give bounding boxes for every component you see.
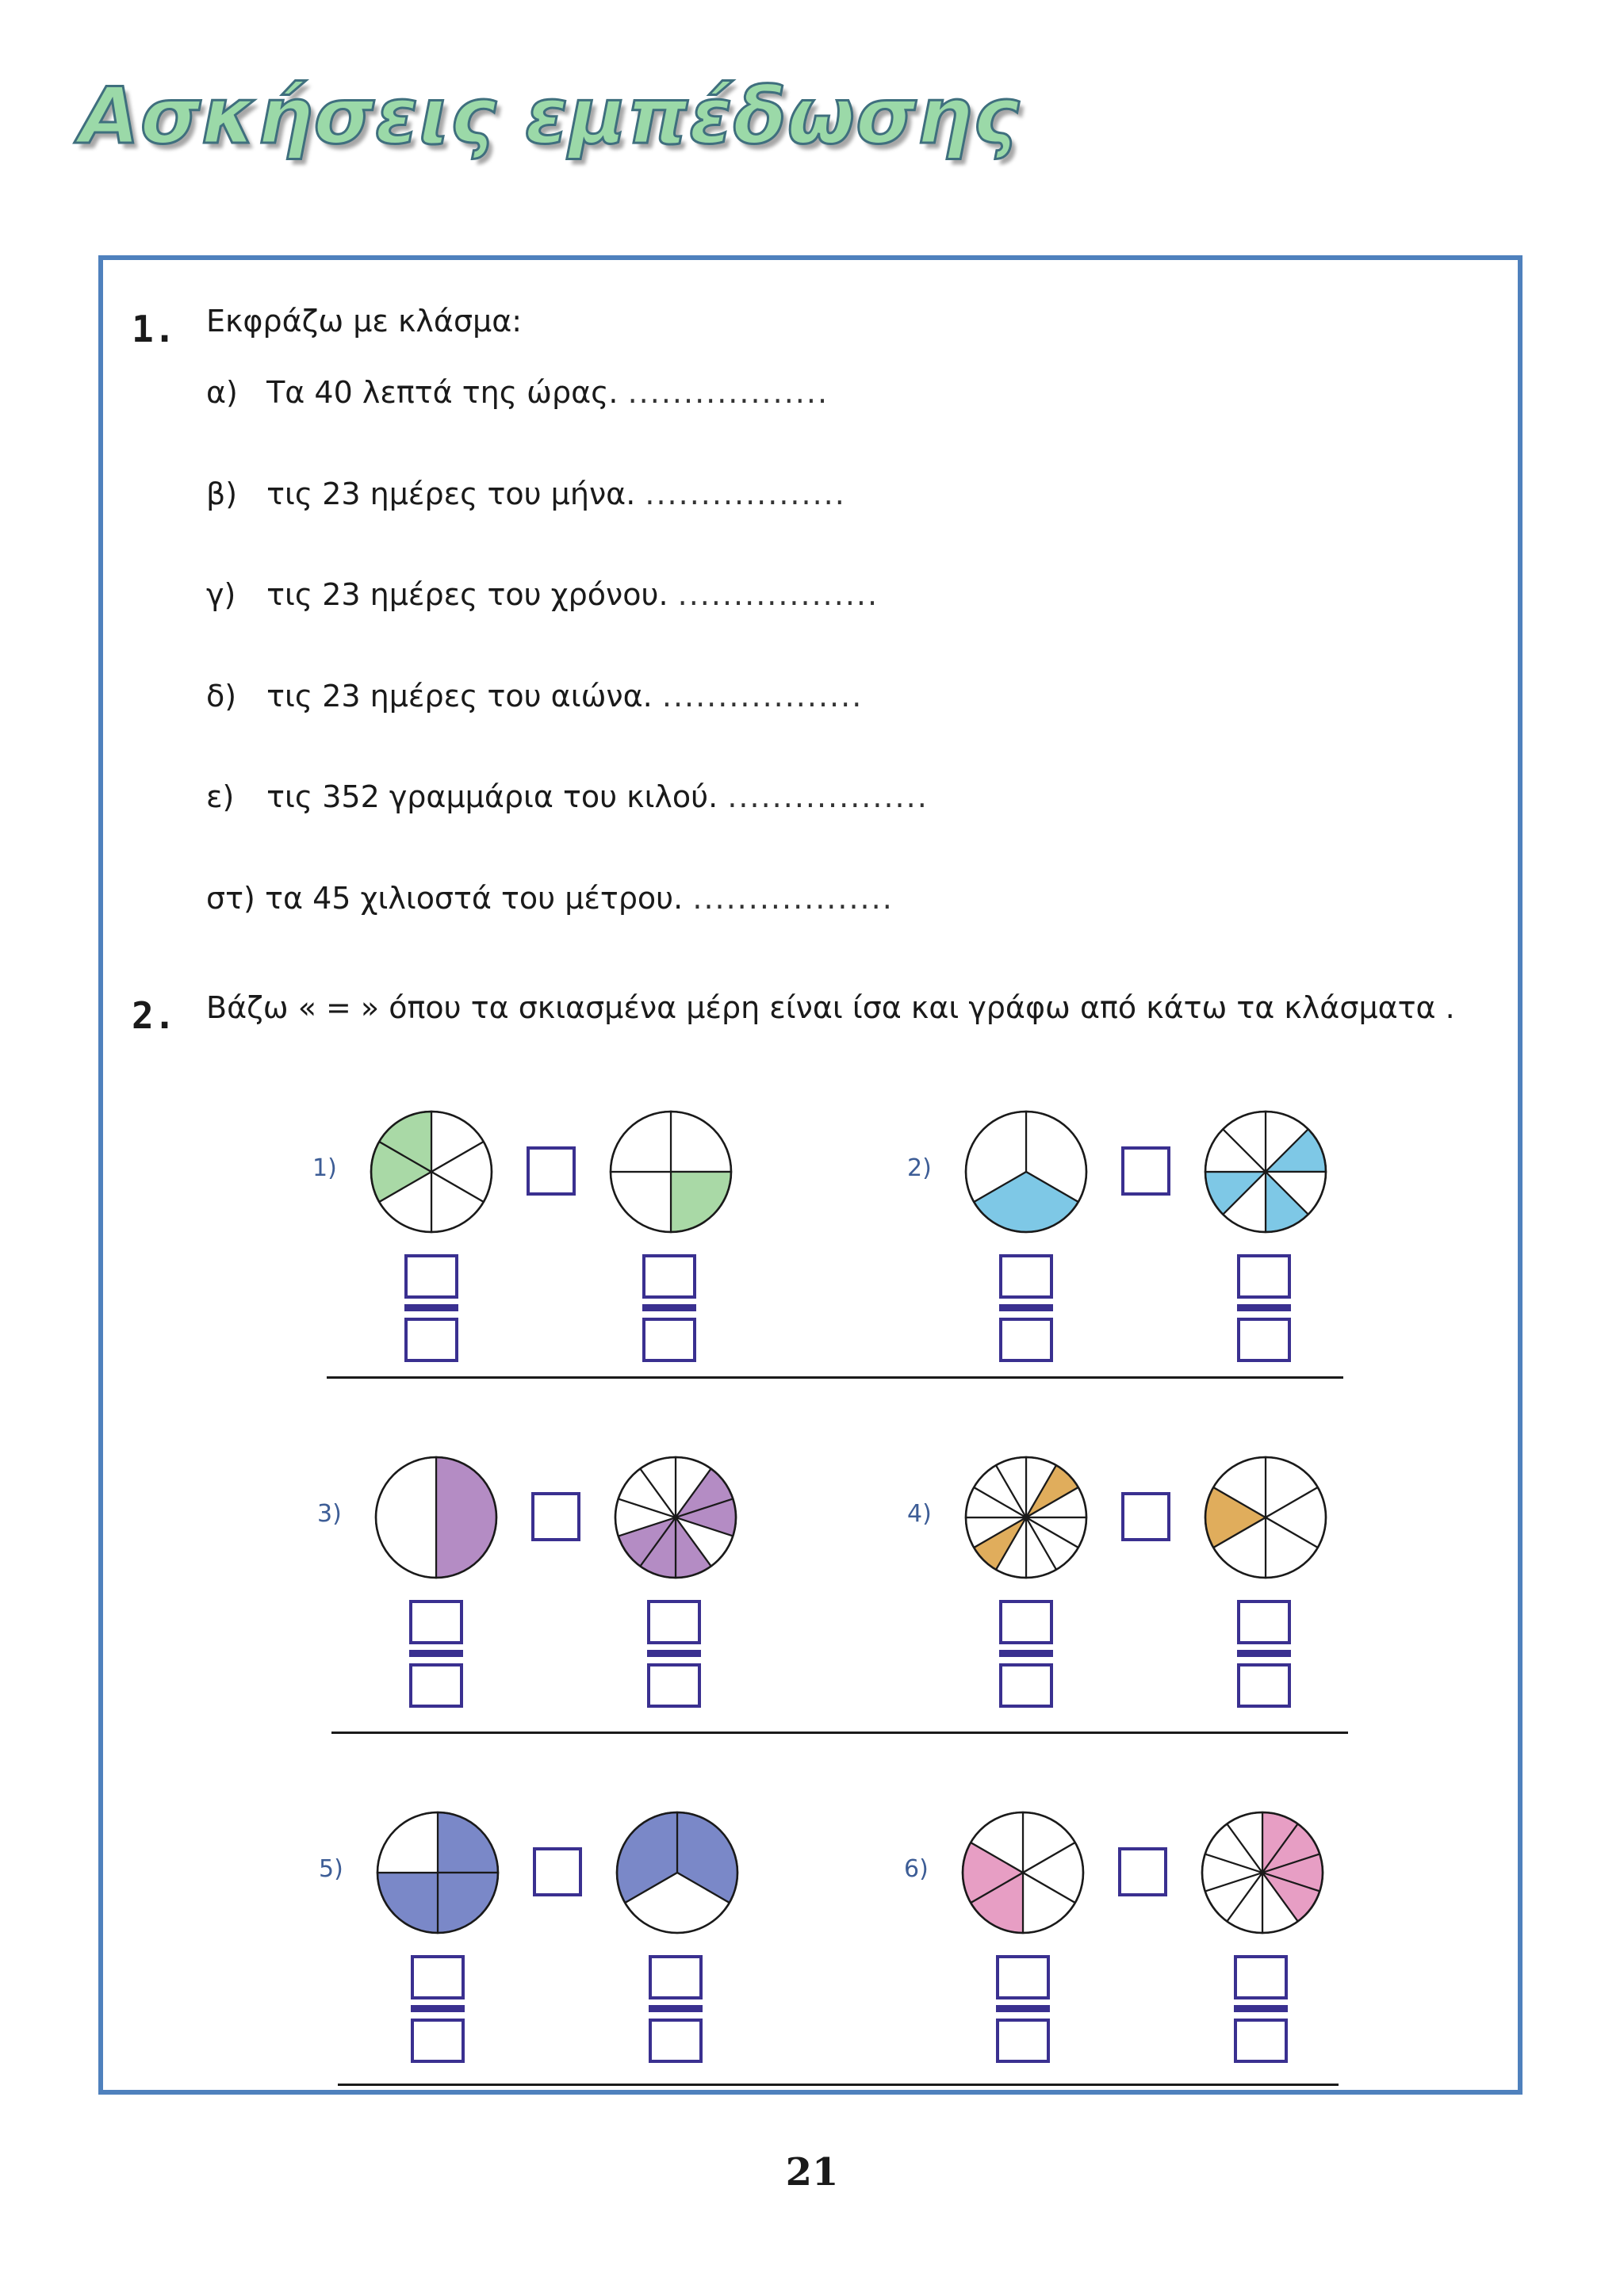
left-fraction-circle (373, 1454, 500, 1581)
pair-label: 6) (904, 1855, 929, 1883)
numerator-box[interactable] (999, 1254, 1053, 1299)
pie-chart-right (614, 1809, 741, 1936)
left-fraction-answer (404, 1254, 458, 1362)
pair-label: 2) (907, 1154, 932, 1182)
pie-chart-right (607, 1108, 734, 1235)
item-text: τις 23 ημέρες του αιώνα. (266, 678, 653, 714)
numerator-box[interactable] (1237, 1600, 1291, 1644)
pie-chart-right (1202, 1454, 1329, 1581)
pair-label: 5) (319, 1855, 343, 1883)
item-text: τις 352 γραμμάρια του κιλού. (266, 779, 718, 814)
pie-chart-left (963, 1454, 1090, 1581)
item-text: τα 45 χιλιοστά του μέτρου. (265, 880, 684, 916)
denominator-box[interactable] (999, 1318, 1053, 1362)
exercise-1-prompt: Εκφράζω με κλάσμα: (206, 304, 523, 339)
pie-chart-left (368, 1108, 495, 1235)
denominator-box[interactable] (649, 2019, 703, 2063)
numerator-box[interactable] (999, 1600, 1053, 1644)
numerator-box[interactable] (411, 1955, 465, 1999)
item-label: γ) (206, 577, 236, 612)
pie-chart-right (612, 1454, 739, 1581)
item-text: τις 23 ημέρες του μήνα. (266, 476, 636, 511)
right-fraction-circle (1202, 1454, 1329, 1581)
answer-blank[interactable]: .................. (627, 375, 829, 410)
pair-label: 3) (317, 1500, 342, 1528)
item-text: Τα 40 λεπτά της ώρας. (266, 375, 619, 410)
comparison-box[interactable] (533, 1847, 582, 1896)
right-fraction-answer (642, 1254, 696, 1362)
pie-chart-right (1199, 1809, 1326, 1936)
left-fraction-circle (963, 1454, 1090, 1581)
denominator-box[interactable] (647, 1663, 701, 1708)
exercise-2-number: 2. (132, 994, 176, 1037)
exercise-frame (98, 255, 1522, 2095)
fraction-bar (409, 1650, 463, 1657)
numerator-box[interactable] (409, 1600, 463, 1644)
right-fraction-answer (1237, 1600, 1291, 1708)
fraction-bar (1237, 1304, 1291, 1311)
numerator-box[interactable] (404, 1254, 458, 1299)
right-fraction-answer (1237, 1254, 1291, 1362)
fraction-bar (649, 2005, 703, 2012)
page-title: Ασκήσεις εμπέδωσης (79, 71, 1021, 162)
page-number: 21 (785, 2150, 839, 2195)
pie-chart-right (1202, 1108, 1329, 1235)
fraction-bar (999, 1304, 1053, 1311)
row-divider (331, 1732, 1348, 1734)
left-fraction-circle (959, 1809, 1086, 1936)
answer-blank[interactable]: .................. (677, 577, 879, 612)
denominator-box[interactable] (999, 1663, 1053, 1708)
row-divider (327, 1376, 1343, 1379)
left-fraction-circle (368, 1108, 495, 1235)
left-fraction-answer (999, 1254, 1053, 1362)
denominator-box[interactable] (1237, 1318, 1291, 1362)
denominator-box[interactable] (404, 1318, 458, 1362)
numerator-box[interactable] (1237, 1254, 1291, 1299)
right-fraction-circle (614, 1809, 741, 1936)
fraction-bar (1237, 1650, 1291, 1657)
pie-chart-left (963, 1108, 1090, 1235)
right-fraction-circle (607, 1108, 734, 1235)
answer-blank[interactable]: .................. (661, 678, 864, 714)
item-label: δ) (206, 678, 237, 714)
unshaded-sector (376, 1457, 436, 1578)
fraction-bar (411, 2005, 465, 2012)
pie-chart-left (373, 1454, 500, 1581)
comparison-box[interactable] (1121, 1492, 1170, 1541)
fraction-bar (999, 1650, 1053, 1657)
fraction-bar (647, 1650, 701, 1657)
pie-chart-left (374, 1809, 501, 1936)
pie-chart-left (959, 1809, 1086, 1936)
shaded-sector (436, 1457, 496, 1578)
numerator-box[interactable] (649, 1955, 703, 1999)
left-fraction-circle (963, 1108, 1090, 1235)
denominator-box[interactable] (1234, 2019, 1288, 2063)
denominator-box[interactable] (996, 2019, 1050, 2063)
comparison-box[interactable] (531, 1492, 580, 1541)
item-label: β) (206, 476, 238, 511)
item-label: α) (206, 375, 238, 410)
denominator-box[interactable] (642, 1318, 696, 1362)
answer-blank[interactable]: .................. (692, 880, 894, 916)
right-fraction-answer (1234, 1955, 1288, 2063)
exercise-1-number: 1. (132, 308, 176, 350)
comparison-box[interactable] (1118, 1847, 1167, 1896)
left-fraction-circle (374, 1809, 501, 1936)
denominator-box[interactable] (1237, 1663, 1291, 1708)
fraction-bar (642, 1304, 696, 1311)
fraction-bar (1234, 2005, 1288, 2012)
comparison-box[interactable] (1121, 1146, 1170, 1196)
left-fraction-answer (999, 1600, 1053, 1708)
right-fraction-answer (647, 1600, 701, 1708)
left-fraction-answer (409, 1600, 463, 1708)
exercise-2-prompt: Βάζω « = » όπου τα σκιασμένα μέρη είναι ίσα και γράφω από κάτω τα κλάσματα . (206, 990, 1455, 1025)
right-fraction-circle (1199, 1809, 1326, 1936)
numerator-box[interactable] (642, 1254, 696, 1299)
fraction-bar (996, 2005, 1050, 2012)
numerator-box[interactable] (647, 1600, 701, 1644)
left-fraction-answer (411, 1955, 465, 2063)
pair-label: 4) (907, 1500, 932, 1528)
right-fraction-circle (612, 1454, 739, 1581)
numerator-box[interactable] (1234, 1955, 1288, 1999)
item-label: στ) (206, 880, 255, 916)
comparison-box[interactable] (527, 1146, 576, 1196)
fraction-pairs-grid (103, 260, 1527, 2099)
right-fraction-answer (649, 1955, 703, 2063)
denominator-box[interactable] (409, 1663, 463, 1708)
item-label: ε) (206, 779, 235, 814)
fraction-bar (404, 1304, 458, 1311)
denominator-box[interactable] (411, 2019, 465, 2063)
item-text: τις 23 ημέρες του χρόνου. (266, 577, 668, 612)
pair-label: 1) (312, 1154, 337, 1182)
row-divider (338, 2084, 1339, 2086)
right-fraction-circle (1202, 1108, 1329, 1235)
answer-blank[interactable]: .................. (727, 779, 929, 814)
numerator-box[interactable] (996, 1955, 1050, 1999)
left-fraction-answer (996, 1955, 1050, 2063)
answer-blank[interactable]: .................. (645, 476, 846, 511)
